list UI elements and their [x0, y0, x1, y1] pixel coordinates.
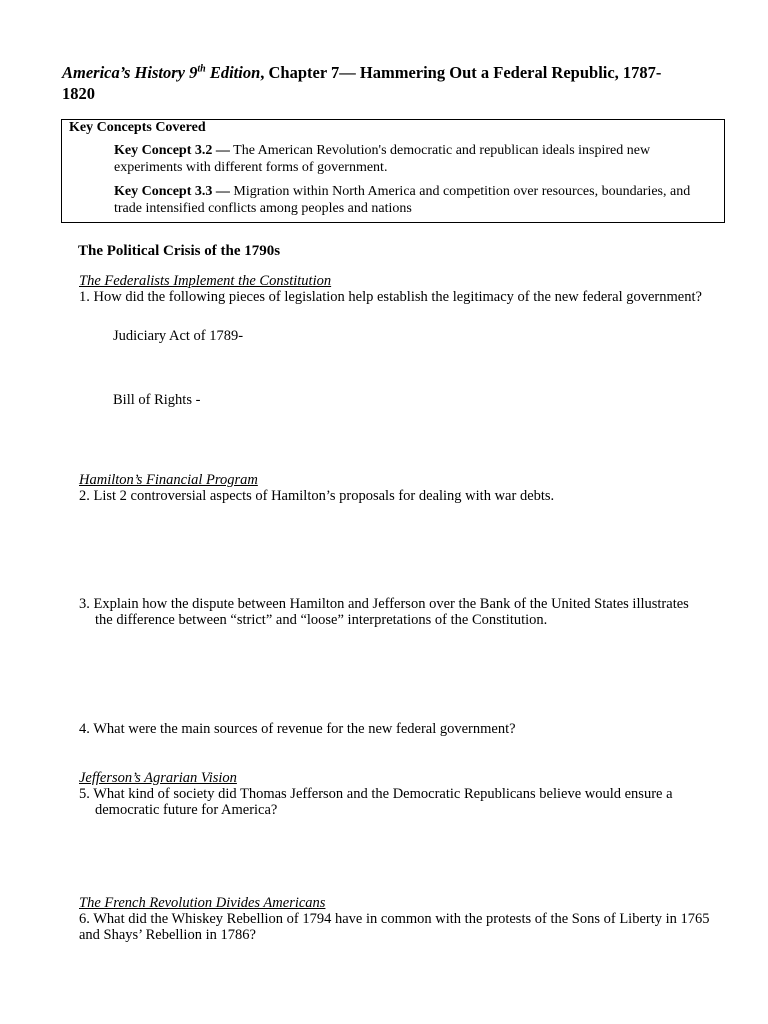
document-title [62, 62, 722, 104]
question-2: 2. List 2 controversial aspects of Hamilton’s proposals for dealing with war debts. [79, 488, 555, 504]
question-5: 5. What kind of society did Thomas Jefferson and the Democratic Republicans believe would ensure a democratic future for America? [79, 786, 673, 818]
question-4: 4. What were the main sources of revenue for the new federal government? [79, 721, 516, 737]
key-concept-label: Key Concept 3.3 — [114, 184, 230, 199]
key-concept-item [114, 184, 719, 217]
title-book: America’s History 9 [62, 63, 198, 82]
title-chapter: , Chapter 7— Hammering Out a Federal Republic, 1787- [260, 63, 662, 82]
key-concept-text: Migration within North America and competition over resources, boundaries, and trade intensified conflicts among peoples and nations [114, 184, 691, 216]
legislation-item-bill-of-rights: Bill of Rights - [113, 392, 201, 408]
question-1: 1. How did the following pieces of legislation help establish the legitimacy of the new federal government? [79, 289, 702, 305]
key-concept-label: Key Concept 3.2 — [114, 143, 230, 158]
key-concepts-heading: Key Concepts Covered [69, 120, 206, 135]
key-concept-text: The American Revolution's democratic and republican ideals inspired new experiments with different forms of government. [114, 143, 651, 175]
subheading-french-revolution: The French Revolution Divides Americans [79, 895, 326, 911]
section-heading: The Political Crisis of the 1790s [78, 243, 281, 259]
subheading-hamilton: Hamilton’s Financial Program [79, 472, 258, 488]
subheading-federalists: The Federalists Implement the Constitution [79, 273, 332, 289]
title-superscript: th [197, 63, 206, 75]
title-edition: Edition [205, 63, 261, 82]
question-6: 6. What did the Whiskey Rebellion of 1794 have in common with the protests of the Sons of Liberty in 1765 and Shays’ Rebellion in 1786? [79, 911, 710, 943]
key-concept-item [114, 143, 719, 176]
title-year-end: 1820 [62, 84, 95, 103]
subheading-jefferson: Jefferson’s Agrarian Vision [79, 770, 237, 786]
question-3: 3. Explain how the dispute between Hamilton and Jefferson over the Bank of the United States illustrates the difference between “strict” and “loose” interpretations of the Constitution. [79, 596, 689, 628]
legislation-item-judiciary: Judiciary Act of 1789- [113, 328, 244, 344]
